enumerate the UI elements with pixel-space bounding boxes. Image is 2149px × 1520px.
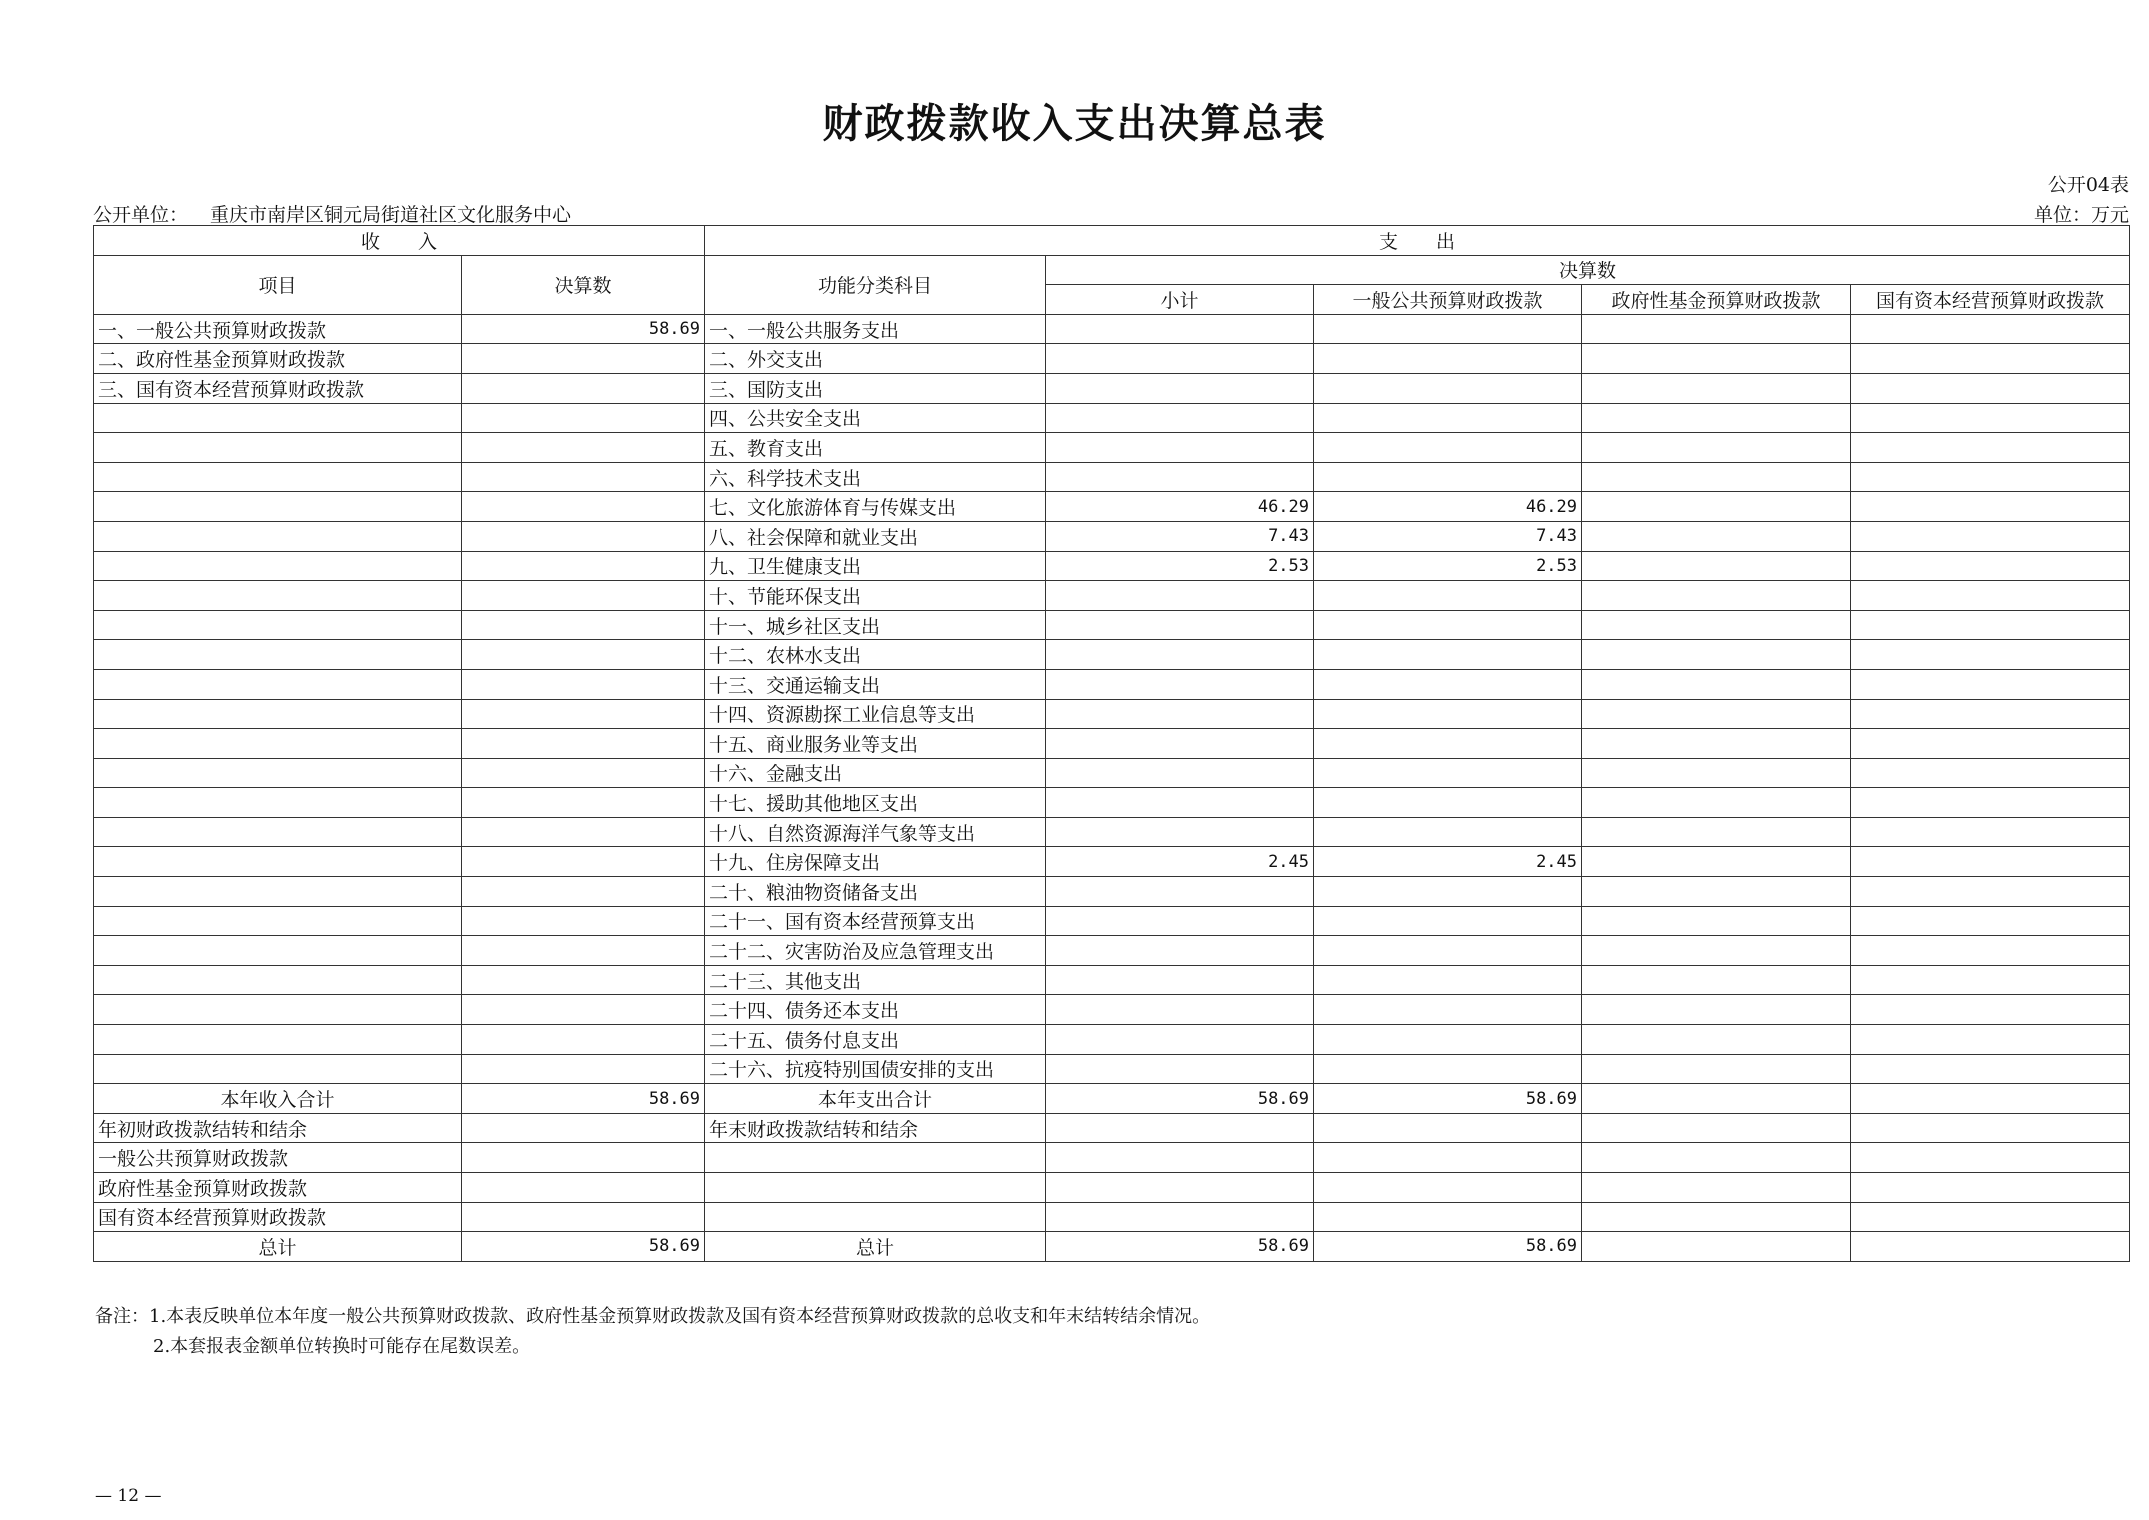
state-capital-cell (1851, 1025, 2130, 1055)
income-item-cell (94, 936, 462, 966)
income-item-cell (94, 669, 462, 699)
fund-cell (1582, 699, 1851, 729)
general-cell (1314, 462, 1582, 492)
fund-cell (1582, 344, 1851, 374)
income-header: 收 入 (94, 226, 705, 256)
table-row (94, 462, 2130, 492)
state-capital-header: 国有资本经营预算财政拨款 (1851, 285, 2130, 315)
expense-header: 支 出 (705, 226, 2130, 256)
fund-cell (1582, 758, 1851, 788)
fund-cell (1582, 640, 1851, 670)
carryover-expense-label: 年末财政拨款结转和结余 (705, 1113, 1046, 1143)
page-title: 财政拨款收入支出决算总表 (822, 101, 1327, 147)
income-amount-cell (462, 936, 705, 966)
subtotal-cell (1046, 906, 1314, 936)
general-cell: 46.29 (1314, 492, 1582, 522)
general-cell (1314, 817, 1582, 847)
subtotal-cell (1046, 433, 1314, 463)
subtotal-cell: 46.29 (1046, 492, 1314, 522)
state-capital-cell (1851, 610, 2130, 640)
expense-item-cell: 四、公共安全支出 (705, 403, 1046, 433)
subtotal-cell (1046, 640, 1314, 670)
table-row (94, 817, 2130, 847)
income-item-cell (94, 640, 462, 670)
cell (1851, 1143, 2130, 1173)
income-amount-cell (462, 521, 705, 551)
table-row (94, 877, 2130, 907)
fund-cell (1582, 581, 1851, 611)
grand-total-income-amount: 58.69 (462, 1232, 705, 1262)
income-amount-cell (462, 699, 705, 729)
general-cell (1314, 433, 1582, 463)
table-body (94, 314, 2130, 1083)
subtotal-cell (1046, 581, 1314, 611)
grand-total-general: 58.69 (1314, 1232, 1582, 1262)
subtotal-cell (1046, 403, 1314, 433)
expense-item-cell: 二十六、抗疫特别国债安排的支出 (705, 1054, 1046, 1084)
carryover-fund (1582, 1113, 1851, 1143)
income-total-amount: 58.69 (462, 1084, 705, 1114)
income-item-cell (94, 906, 462, 936)
table-row (94, 640, 2130, 670)
carryover-general (1314, 1113, 1582, 1143)
general-cell: 2.45 (1314, 847, 1582, 877)
fund-cell (1582, 847, 1851, 877)
income-amount-cell (462, 581, 705, 611)
carryover-sub-row (94, 1202, 2130, 1232)
state-capital-cell (1851, 788, 2130, 818)
income-item-cell (94, 847, 462, 877)
grand-total-fund (1582, 1232, 1851, 1262)
income-amount-cell (462, 817, 705, 847)
general-cell (1314, 729, 1582, 759)
org-info (93, 200, 571, 227)
subtotal-cell (1046, 758, 1314, 788)
income-item-cell (94, 1025, 462, 1055)
income-item-cell (94, 1054, 462, 1084)
income-item-cell (94, 729, 462, 759)
subtotal-cell (1046, 373, 1314, 403)
fund-cell (1582, 521, 1851, 551)
general-cell: 7.43 (1314, 521, 1582, 551)
expense-total-state-capital (1851, 1084, 2130, 1114)
expense-item-cell: 十六、金融支出 (705, 758, 1046, 788)
state-capital-cell (1851, 669, 2130, 699)
expense-item-cell: 十八、自然资源海洋气象等支出 (705, 817, 1046, 847)
table-row (94, 433, 2130, 463)
fund-cell (1582, 373, 1851, 403)
general-cell (1314, 640, 1582, 670)
income-item-cell: 三、国有资本经营预算财政拨款 (94, 373, 462, 403)
cell (1314, 1202, 1582, 1232)
subtotal-cell (1046, 965, 1314, 995)
income-amount-cell (462, 373, 705, 403)
state-capital-cell (1851, 847, 2130, 877)
table-row (94, 403, 2130, 433)
func-subject-header: 功能分类科目 (705, 255, 1046, 314)
state-capital-cell (1851, 640, 2130, 670)
expense-item-cell: 十七、援助其他地区支出 (705, 788, 1046, 818)
expense-item-cell: 五、教育支出 (705, 433, 1046, 463)
expense-total-subtotal: 58.69 (1046, 1084, 1314, 1114)
table-row (94, 551, 2130, 581)
general-cell (1314, 314, 1582, 344)
income-item-cell (94, 788, 462, 818)
table-footer (94, 1084, 2130, 1262)
fund-cell (1582, 729, 1851, 759)
expense-item-cell: 二十、粮油物资储备支出 (705, 877, 1046, 907)
income-item-cell (94, 699, 462, 729)
table-row (94, 610, 2130, 640)
fund-cell (1582, 817, 1851, 847)
grand-total-expense-label: 总计 (705, 1232, 1046, 1262)
expense-item-cell: 二十一、国有资本经营预算支出 (705, 906, 1046, 936)
income-item-cell (94, 521, 462, 551)
expense-item-cell: 十、节能环保支出 (705, 581, 1046, 611)
income-total-label: 本年收入合计 (94, 1084, 462, 1114)
subtotal-header: 小计 (1046, 285, 1314, 315)
expense-item-cell: 二、外交支出 (705, 344, 1046, 374)
fund-cell (1582, 788, 1851, 818)
general-cell (1314, 1025, 1582, 1055)
state-capital-cell (1851, 965, 2130, 995)
state-capital-cell (1851, 314, 2130, 344)
income-amount-cell (462, 669, 705, 699)
fund-cell (1582, 1054, 1851, 1084)
cell (1851, 1202, 2130, 1232)
state-capital-cell (1851, 758, 2130, 788)
expense-item-cell: 二十四、债务还本支出 (705, 995, 1046, 1025)
item-header: 项目 (94, 255, 462, 314)
amount-header: 决算数 (462, 255, 705, 314)
subtotal-cell (1046, 1054, 1314, 1084)
table-row (94, 581, 2130, 611)
income-item-cell (94, 758, 462, 788)
subtotal-cell (1046, 344, 1314, 374)
income-amount-cell (462, 906, 705, 936)
table-row (94, 344, 2130, 374)
cell (1314, 1143, 1582, 1173)
fund-cell (1582, 936, 1851, 966)
table-row (94, 847, 2130, 877)
cell (705, 1173, 1046, 1203)
cell (462, 1202, 705, 1232)
income-amount-cell (462, 758, 705, 788)
income-item-cell (94, 462, 462, 492)
state-capital-cell (1851, 462, 2130, 492)
subtotal-cell (1046, 462, 1314, 492)
general-cell (1314, 669, 1582, 699)
org-name: 重庆市南岸区铜元局街道社区文化服务中心 (210, 204, 572, 226)
income-amount-cell (462, 877, 705, 907)
income-item-cell (94, 581, 462, 611)
state-capital-cell (1851, 403, 2130, 433)
carryover-income-amount (462, 1113, 705, 1143)
page-number: — 12 — (95, 1486, 162, 1506)
state-capital-cell (1851, 1054, 2130, 1084)
income-amount-cell (462, 729, 705, 759)
notes (95, 1302, 1210, 1362)
income-amount-cell (462, 1054, 705, 1084)
income-amount-cell (462, 403, 705, 433)
income-amount-cell (462, 847, 705, 877)
state-capital-cell (1851, 817, 2130, 847)
fund-cell (1582, 433, 1851, 463)
income-item-cell (94, 492, 462, 522)
subtotal-cell (1046, 699, 1314, 729)
expense-total-general: 58.69 (1314, 1084, 1582, 1114)
fund-cell (1582, 1025, 1851, 1055)
income-amount-cell: 58.69 (462, 314, 705, 344)
fund-cell (1582, 995, 1851, 1025)
general-cell (1314, 610, 1582, 640)
carryover-sub-label: 政府性基金预算财政拨款 (94, 1173, 462, 1203)
cell (705, 1143, 1046, 1173)
income-amount-cell (462, 462, 705, 492)
subtotal-cell (1046, 610, 1314, 640)
header-info-row (93, 200, 2129, 226)
table-row (94, 788, 2130, 818)
income-item-cell: 一、一般公共预算财政拨款 (94, 314, 462, 344)
expense-item-cell: 十五、商业服务业等支出 (705, 729, 1046, 759)
cell (1582, 1173, 1851, 1203)
income-amount-cell (462, 1025, 705, 1055)
fund-cell (1582, 877, 1851, 907)
state-capital-cell (1851, 877, 2130, 907)
grand-total-row (94, 1232, 2130, 1262)
state-capital-cell (1851, 521, 2130, 551)
income-amount-cell (462, 551, 705, 581)
expense-item-cell: 一、一般公共服务支出 (705, 314, 1046, 344)
form-number: 公开04表 (2047, 174, 2129, 196)
general-cell (1314, 995, 1582, 1025)
carryover-sub-label: 国有资本经营预算财政拨款 (94, 1202, 462, 1232)
subtotal-cell (1046, 877, 1314, 907)
income-amount-cell (462, 965, 705, 995)
grand-total-income-label: 总计 (94, 1232, 462, 1262)
carryover-sub-row (94, 1143, 2130, 1173)
income-item-cell (94, 877, 462, 907)
cell (462, 1173, 705, 1203)
subtotal-cell: 2.45 (1046, 847, 1314, 877)
table-row (94, 1025, 2130, 1055)
subtotal-cell (1046, 669, 1314, 699)
table-row (94, 965, 2130, 995)
fund-cell (1582, 965, 1851, 995)
amount-group-header: 决算数 (1046, 255, 2130, 285)
expense-item-cell: 九、卫生健康支出 (705, 551, 1046, 581)
expense-item-cell: 十九、住房保障支出 (705, 847, 1046, 877)
income-amount-cell (462, 640, 705, 670)
state-capital-cell (1851, 729, 2130, 759)
income-amount-cell (462, 492, 705, 522)
fund-cell (1582, 906, 1851, 936)
table-row (94, 314, 2130, 344)
state-capital-cell (1851, 433, 2130, 463)
expense-total-fund (1582, 1084, 1851, 1114)
note-1: 备注：1.本表反映单位本年度一般公共预算财政拨款、政府性基金预算财政拨款及国有资本经营预算财政拨款的总收支和年末结转结余情况。 (95, 1306, 1211, 1327)
income-amount-cell (462, 433, 705, 463)
cell (462, 1143, 705, 1173)
general-cell (1314, 758, 1582, 788)
table-row (94, 521, 2130, 551)
income-item-cell (94, 965, 462, 995)
state-capital-cell (1851, 344, 2130, 374)
expense-item-cell: 十二、农林水支出 (705, 640, 1046, 670)
expense-item-cell: 八、社会保障和就业支出 (705, 521, 1046, 551)
carryover-subtotal (1046, 1113, 1314, 1143)
fund-cell (1582, 551, 1851, 581)
general-header: 一般公共预算财政拨款 (1314, 285, 1582, 315)
table-row (94, 492, 2130, 522)
general-cell (1314, 788, 1582, 818)
cell (1046, 1143, 1314, 1173)
state-capital-cell (1851, 936, 2130, 966)
table-row (94, 995, 2130, 1025)
expense-item-cell: 二十三、其他支出 (705, 965, 1046, 995)
cell (1582, 1202, 1851, 1232)
expense-total-label: 本年支出合计 (705, 1084, 1046, 1114)
fund-cell (1582, 403, 1851, 433)
carryover-sub-row (94, 1173, 2130, 1203)
carryover-row (94, 1113, 2130, 1143)
subtotal-cell (1046, 314, 1314, 344)
state-capital-cell (1851, 699, 2130, 729)
subtotal-cell: 7.43 (1046, 521, 1314, 551)
cell (1046, 1173, 1314, 1203)
table-row (94, 906, 2130, 936)
grand-total-subtotal: 58.69 (1046, 1232, 1314, 1262)
general-cell: 2.53 (1314, 551, 1582, 581)
income-item-cell (94, 551, 462, 581)
fund-cell (1582, 314, 1851, 344)
subtotal-cell (1046, 729, 1314, 759)
expense-item-cell: 十四、资源勘探工业信息等支出 (705, 699, 1046, 729)
cell (1582, 1143, 1851, 1173)
income-item-cell: 二、政府性基金预算财政拨款 (94, 344, 462, 374)
cell (1851, 1173, 2130, 1203)
table-row (94, 373, 2130, 403)
subtotal-cell (1046, 1025, 1314, 1055)
fund-cell (1582, 492, 1851, 522)
fund-cell (1582, 462, 1851, 492)
table-row (94, 758, 2130, 788)
state-capital-cell (1851, 492, 2130, 522)
state-capital-cell (1851, 581, 2130, 611)
subtotal-cell (1046, 788, 1314, 818)
fund-cell (1582, 669, 1851, 699)
income-item-cell (94, 433, 462, 463)
general-cell (1314, 1054, 1582, 1084)
expense-item-cell: 十三、交通运输支出 (705, 669, 1046, 699)
income-amount-cell (462, 344, 705, 374)
table-row (94, 669, 2130, 699)
income-amount-cell (462, 995, 705, 1025)
carryover-state-capital (1851, 1113, 2130, 1143)
general-cell (1314, 965, 1582, 995)
state-capital-cell (1851, 373, 2130, 403)
fund-header: 政府性基金预算财政拨款 (1582, 285, 1851, 315)
carryover-income-label: 年初财政拨款结转和结余 (94, 1113, 462, 1143)
subtotal-cell (1046, 817, 1314, 847)
general-cell (1314, 373, 1582, 403)
expense-item-cell: 七、文化旅游体育与传媒支出 (705, 492, 1046, 522)
general-cell (1314, 936, 1582, 966)
year-total-row (94, 1084, 2130, 1114)
subtotal-cell (1046, 995, 1314, 1025)
unit-label: 单位：万元 (2033, 204, 2129, 226)
general-cell (1314, 877, 1582, 907)
expense-item-cell: 十一、城乡社区支出 (705, 610, 1046, 640)
general-cell (1314, 581, 1582, 611)
grand-total-state-capital (1851, 1232, 2130, 1262)
state-capital-cell (1851, 995, 2130, 1025)
general-cell (1314, 699, 1582, 729)
fiscal-table (93, 225, 2130, 1262)
income-item-cell (94, 403, 462, 433)
table-row (94, 729, 2130, 759)
income-item-cell (94, 610, 462, 640)
note-2: 2.本套报表金额单位转换时可能存在尾数误差。 (153, 1336, 531, 1357)
state-capital-cell (1851, 906, 2130, 936)
subtotal-cell (1046, 936, 1314, 966)
general-cell (1314, 403, 1582, 433)
expense-item-cell: 六、科学技术支出 (705, 462, 1046, 492)
table-row (94, 699, 2130, 729)
income-amount-cell (462, 788, 705, 818)
general-cell (1314, 906, 1582, 936)
fund-cell (1582, 610, 1851, 640)
income-item-cell (94, 995, 462, 1025)
table-row (94, 1054, 2130, 1084)
carryover-sub-label: 一般公共预算财政拨款 (94, 1143, 462, 1173)
income-item-cell (94, 817, 462, 847)
org-label: 公开单位： (93, 204, 189, 226)
expense-item-cell: 二十二、灾害防治及应急管理支出 (705, 936, 1046, 966)
cell (1046, 1202, 1314, 1232)
cell (1314, 1173, 1582, 1203)
expense-item-cell: 三、国防支出 (705, 373, 1046, 403)
subtotal-cell: 2.53 (1046, 551, 1314, 581)
income-amount-cell (462, 610, 705, 640)
expense-item-cell: 二十五、债务付息支出 (705, 1025, 1046, 1055)
state-capital-cell (1851, 551, 2130, 581)
general-cell (1314, 344, 1582, 374)
cell (705, 1202, 1046, 1232)
table-row (94, 936, 2130, 966)
